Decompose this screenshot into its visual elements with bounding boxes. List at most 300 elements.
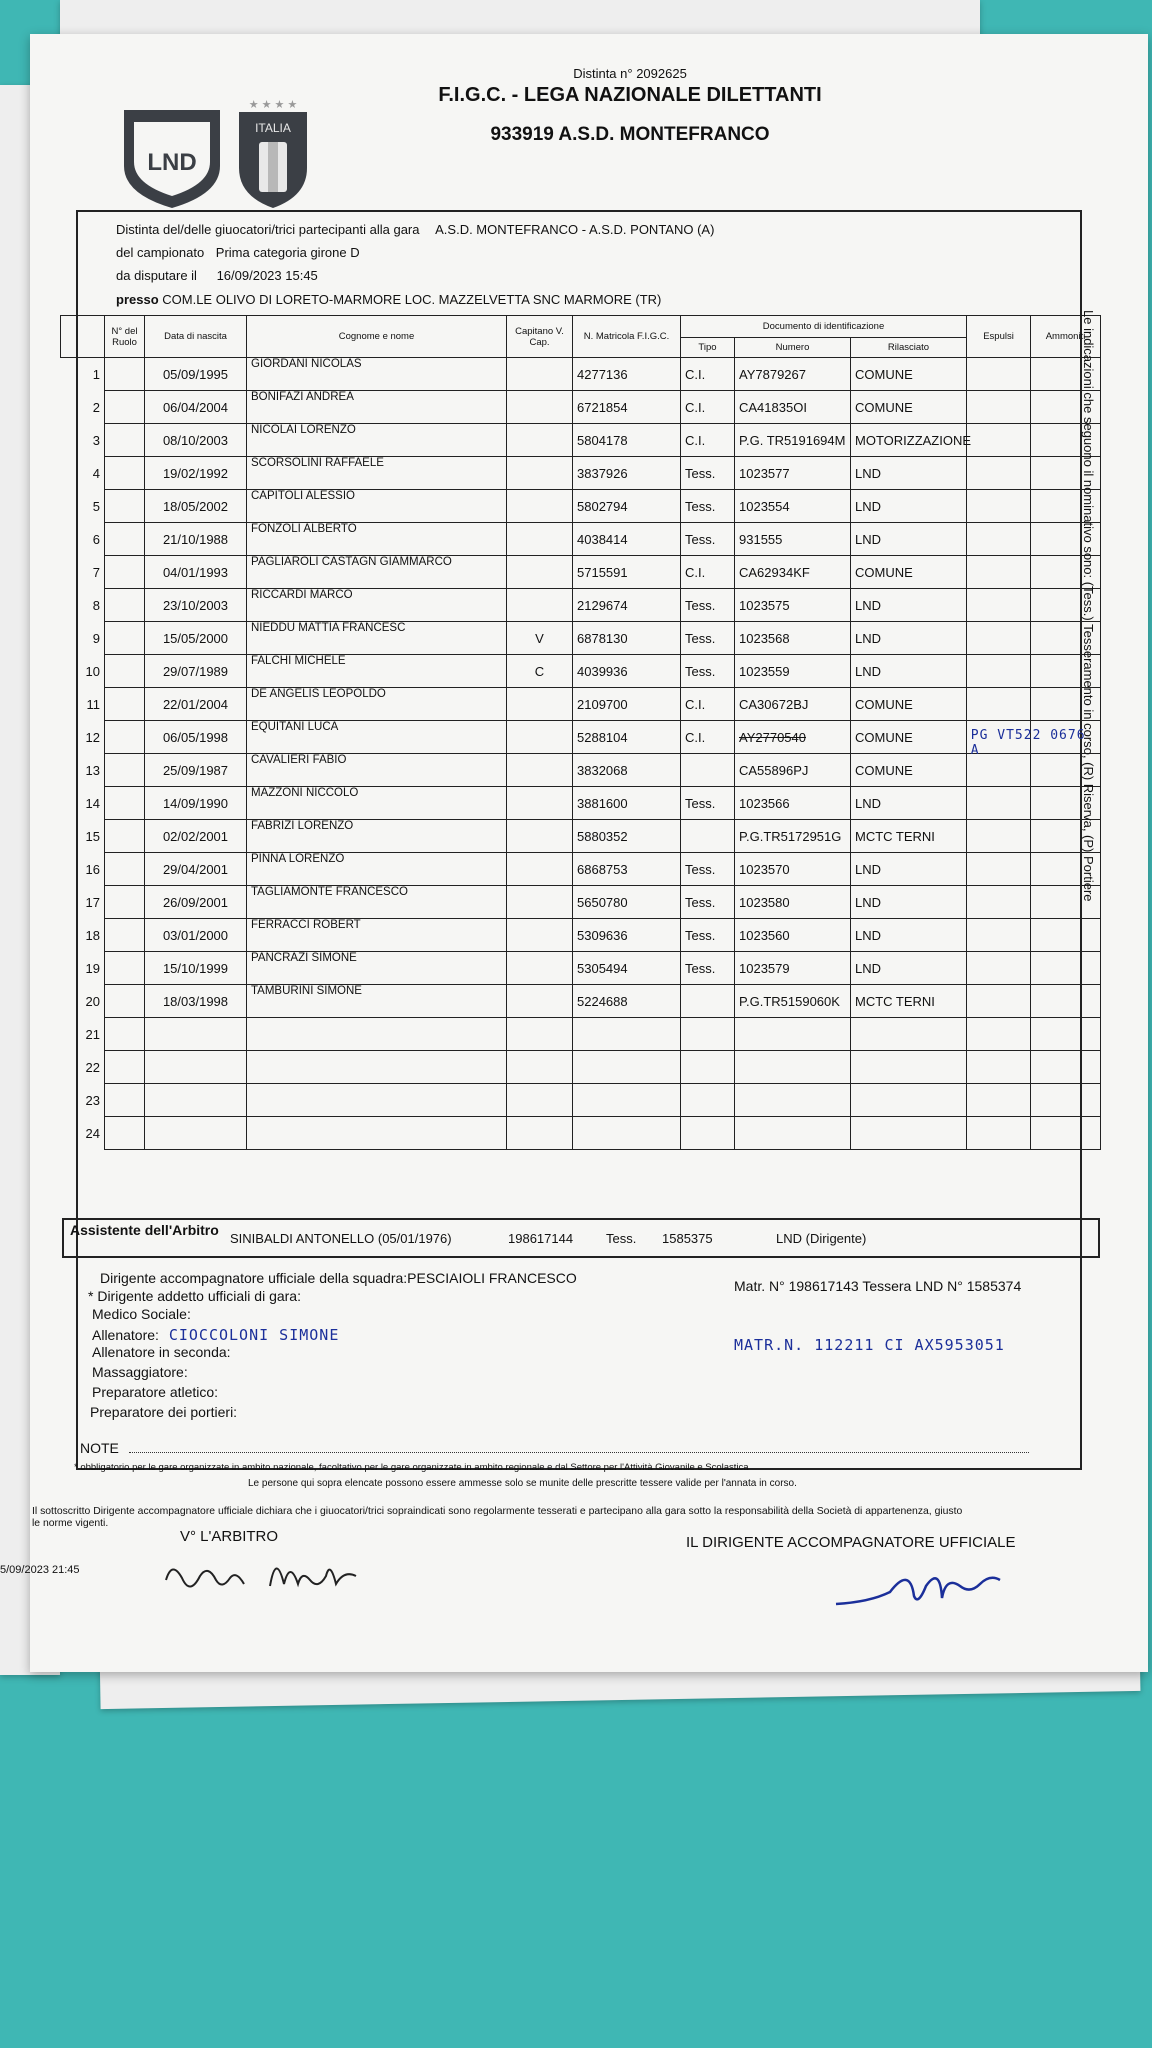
dirigente-signature [830, 1556, 1040, 1621]
matricola-cell: 5309636 [573, 919, 681, 952]
ruolo-cell [105, 1117, 145, 1150]
expelled-cell [967, 358, 1031, 391]
declaration-1: Il sottoscritto Dirigente accompagnatore ufficiale dichiara che i giuocatori/trici sopraindicati sono regolarmente tesserati e partecipano alla gara sotto la responsabilità della Società di appartenenza, giusto [32, 1506, 963, 1517]
dob-cell: 18/03/1998 [145, 985, 247, 1018]
table-row [61, 490, 1101, 523]
doc-number-cell: P.G. TR5191694M [735, 424, 851, 457]
captain-cell [507, 787, 573, 820]
matricola-cell: 5802794 [573, 490, 681, 523]
expelled-cell [967, 1018, 1031, 1051]
row-number: 9 [92, 630, 100, 646]
captain-cell: C [507, 655, 573, 688]
italia-logo [233, 96, 313, 212]
name-cell: RICCARDI MARCO [247, 589, 507, 622]
printed-timestamp: 5/09/2023 21:45 [0, 1564, 80, 1576]
captain-cell [507, 853, 573, 886]
doc-type-cell: Tess. [681, 919, 735, 952]
row-number: 13 [85, 762, 100, 778]
issued-by-cell [851, 1084, 967, 1117]
champ-label: del campionato [116, 245, 205, 260]
svg-text:LND: LND [147, 149, 197, 176]
club-title: 933919 A.S.D. MONTEFRANCO [490, 124, 770, 145]
match-teams: A.S.D. MONTEFRANCO - A.S.D. PONTANO (A) [435, 222, 715, 237]
issued-by-cell: MCTC TERNI [851, 985, 967, 1018]
col-numero: Numero [735, 338, 851, 358]
name-cell: TAMBURINI SIMONE [247, 985, 507, 1018]
matricola-cell [573, 1117, 681, 1150]
doc-type-cell: Tess. [681, 952, 735, 985]
issued-by-cell: LND [851, 853, 967, 886]
players-body [61, 358, 1101, 1150]
ruolo-cell [105, 622, 145, 655]
dirigente-matricola: Matr. N° 198617143 Tessera LND N° 1585374 [734, 1278, 1022, 1294]
issued-by-cell: LND [851, 886, 967, 919]
name-cell: NIEDDU MATTIA FRANCESC [247, 622, 507, 655]
doc-type-cell: Tess. [681, 457, 735, 490]
table-row [61, 556, 1101, 589]
captain-cell [507, 1117, 573, 1150]
row-number: 19 [85, 960, 100, 976]
warned-cell [1031, 919, 1101, 952]
table-row [61, 721, 1101, 754]
table-row [61, 952, 1101, 985]
captain-cell [507, 919, 573, 952]
doc-number-cell: 1023580 [735, 886, 851, 919]
name-cell: TAGLIAMONTE FRANCESCO [247, 886, 507, 919]
matricola-cell: 6721854 [573, 391, 681, 424]
dirigente-line: Dirigente accompagnatore ufficiale della squadra:PESCIAIOLI FRANCESCO [100, 1270, 577, 1286]
assistant-row [62, 1218, 1100, 1258]
doc-type-cell [681, 754, 735, 787]
captain-cell [507, 358, 573, 391]
doc-type-cell: C.I. [681, 391, 735, 424]
expelled-cell [967, 1084, 1031, 1117]
matricola-cell: 5288104 [573, 721, 681, 754]
table-row [61, 853, 1101, 886]
name-cell: CAPITOLI ALESSIO [247, 490, 507, 523]
matricola-cell: 6868753 [573, 853, 681, 886]
captain-cell [507, 424, 573, 457]
doc-type-cell: C.I. [681, 721, 735, 754]
issued-by-cell: LND [851, 523, 967, 556]
table-row [61, 457, 1101, 490]
table-row [61, 622, 1101, 655]
doc-number-cell: CA62934KF [735, 556, 851, 589]
match-line [116, 222, 714, 237]
venue-line [116, 292, 661, 307]
dob-cell: 26/09/2001 [145, 886, 247, 919]
allenatore-handwritten-id: MATR.N. 112211 CI AX5953051 [734, 1336, 1005, 1354]
issued-by-cell: COMUNE [851, 556, 967, 589]
issued-by-cell: COMUNE [851, 391, 967, 424]
captain-cell [507, 523, 573, 556]
expelled-cell [967, 787, 1031, 820]
row-number: 7 [92, 564, 100, 580]
doc-number-cell: P.G.TR5159060K [735, 985, 851, 1018]
medico-line: Medico Sociale: [92, 1306, 191, 1322]
doc-type-cell: Tess. [681, 589, 735, 622]
matricola-cell: 5804178 [573, 424, 681, 457]
doc-number-cell: 1023560 [735, 919, 851, 952]
issued-by-cell: MCTC TERNI [851, 820, 967, 853]
captain-cell [507, 490, 573, 523]
assistant-matricola: 198617144 [508, 1231, 574, 1246]
issued-by-text: COMUNE [855, 729, 913, 745]
date-label: da disputare il [116, 268, 197, 283]
ruolo-cell [105, 787, 145, 820]
issued-by-cell [851, 1018, 967, 1051]
assistant-name: SINIBALDI ANTONELLO (05/01/1976) [230, 1231, 452, 1246]
matricola-cell: 3832068 [573, 754, 681, 787]
matricola-cell: 6878130 [573, 622, 681, 655]
name-cell: BONIFAZI ANDREA [247, 391, 507, 424]
dob-cell [145, 1117, 247, 1150]
row-number: 1 [92, 366, 100, 382]
ruolo-cell [105, 556, 145, 589]
issued-by-cell: LND [851, 919, 967, 952]
dob-cell: 05/09/1995 [145, 358, 247, 391]
table-row [61, 820, 1101, 853]
doc-type-cell [681, 1117, 735, 1150]
assistant-numero: 1585375 [662, 1231, 713, 1246]
footnote-2: Le persone qui sopra elencate possono essere ammesse solo se munite delle prescritte tessere valide per l'annata in corso. [248, 1478, 797, 1489]
matricola-cell: 4038414 [573, 523, 681, 556]
row-number: 15 [85, 828, 100, 844]
dob-cell [145, 1084, 247, 1117]
matricola-cell: 5880352 [573, 820, 681, 853]
issued-by-cell: COMUNE [851, 754, 967, 787]
ruolo-cell [105, 820, 145, 853]
captain-cell [507, 688, 573, 721]
ruolo-cell [105, 490, 145, 523]
expelled-cell [967, 853, 1031, 886]
issued-by-cell: LND [851, 457, 967, 490]
row-number: 22 [85, 1059, 100, 1075]
name-cell [247, 1084, 507, 1117]
row-number: 18 [85, 927, 100, 943]
table-row [61, 1084, 1101, 1117]
name-cell: PINNA LORENZO [247, 853, 507, 886]
doc-number-cell: AY7879267 [735, 358, 851, 391]
col-ammoniti: Ammoniti [1031, 316, 1101, 358]
doc-type-cell: Tess. [681, 622, 735, 655]
championship-line [116, 245, 360, 260]
lnd-logo [120, 106, 224, 210]
doc-number-cell: CA41835OI [735, 391, 851, 424]
name-cell: FONZOLI ALBERTO [247, 523, 507, 556]
declaration-2: le norme vigenti. [32, 1518, 109, 1529]
expelled-cell [967, 391, 1031, 424]
row-number: 3 [92, 432, 100, 448]
players-table [60, 315, 1101, 1150]
dob-cell [145, 1051, 247, 1084]
distinta-number: Distinta n° 2092625 [573, 66, 687, 81]
row-number: 20 [85, 993, 100, 1009]
ruolo-cell [105, 721, 145, 754]
expelled-cell [967, 688, 1031, 721]
table-row [61, 754, 1101, 787]
table-row [61, 1051, 1101, 1084]
col-nascita: Data di nascita [145, 316, 247, 358]
captain-cell [507, 754, 573, 787]
doc-type-cell [681, 820, 735, 853]
expelled-cell [967, 589, 1031, 622]
dob-cell: 15/10/1999 [145, 952, 247, 985]
ruolo-cell [105, 919, 145, 952]
issued-by-cell: MOTORIZZAZIONE [851, 424, 967, 457]
doc-type-cell: C.I. [681, 688, 735, 721]
name-cell: SCORSOLINI RAFFAELE [247, 457, 507, 490]
captain-cell [507, 985, 573, 1018]
row-number: 2 [92, 399, 100, 415]
issued-by-cell: LND [851, 952, 967, 985]
name-cell: PAGLIAROLI CASTAGN GIAMMARCO [247, 556, 507, 589]
matricola-cell: 5715591 [573, 556, 681, 589]
expelled-cell [967, 490, 1031, 523]
row-number: 12 [85, 729, 100, 745]
matricola-cell: 4277136 [573, 358, 681, 391]
row-number: 8 [92, 597, 100, 613]
warned-cell [1031, 1018, 1101, 1051]
matricola-cell: 2109700 [573, 688, 681, 721]
row-number: 4 [92, 465, 100, 481]
assistant-rilasciato: LND (Dirigente) [776, 1231, 867, 1246]
table-row [61, 1018, 1101, 1051]
ruolo-cell [105, 424, 145, 457]
expelled-cell [967, 655, 1031, 688]
issued-by-cell: LND [851, 622, 967, 655]
ruolo-cell [105, 655, 145, 688]
issued-by-cell [851, 721, 1086, 758]
expelled-cell [967, 919, 1031, 952]
ruolo-cell [105, 1018, 145, 1051]
col-capitano: Capitano V. Cap. [507, 316, 573, 358]
captain-cell [507, 589, 573, 622]
expelled-cell [967, 754, 1031, 787]
name-cell [247, 1117, 507, 1150]
dob-cell: 25/09/1987 [145, 754, 247, 787]
captain-cell [507, 820, 573, 853]
ruolo-cell [105, 853, 145, 886]
doc-type-cell [681, 985, 735, 1018]
ruolo-cell [105, 391, 145, 424]
doc-number-cell [735, 1051, 851, 1084]
table-row [61, 1117, 1101, 1150]
matricola-cell: 5224688 [573, 985, 681, 1018]
doc-number-cell: 1023559 [735, 655, 851, 688]
dob-cell: 23/10/2003 [145, 589, 247, 622]
issued-by-cell [851, 1117, 967, 1150]
ruolo-cell [105, 523, 145, 556]
row-number: 6 [92, 531, 100, 547]
dob-cell: 15/05/2000 [145, 622, 247, 655]
name-cell: GIORDANI NICOLAS [247, 358, 507, 391]
ruolo-cell [105, 952, 145, 985]
captain-cell: V [507, 622, 573, 655]
table-row [61, 688, 1101, 721]
matricola-cell: 3837926 [573, 457, 681, 490]
captain-cell [507, 721, 573, 754]
doc-number-cell [735, 1117, 851, 1150]
doc-type-cell: Tess. [681, 787, 735, 820]
captain-cell [507, 886, 573, 919]
doc-type-cell: Tess. [681, 853, 735, 886]
venue: COM.LE OLIVO DI LORETO-MARMORE LOC. MAZZELVETTA SNC MARMORE (TR) [162, 292, 662, 307]
ruolo-cell [105, 754, 145, 787]
dob-cell: 03/01/2000 [145, 919, 247, 952]
row-number: 24 [85, 1125, 100, 1141]
ruolo-cell [105, 1084, 145, 1117]
name-cell: FERRACCI ROBERT [247, 919, 507, 952]
matricola-cell [573, 1051, 681, 1084]
ruolo-cell [105, 358, 145, 391]
name-cell: MAZZONI NICCOLO [247, 787, 507, 820]
doc-type-cell: C.I. [681, 358, 735, 391]
doc-number-cell: 1023575 [735, 589, 851, 622]
name-cell: EQUITANI LUCA [247, 721, 507, 754]
doc-type-cell: C.I. [681, 424, 735, 457]
dob-cell: 18/05/2002 [145, 490, 247, 523]
intro-label: Distinta del/delle giuocatori/trici partecipanti alla gara [116, 222, 420, 237]
dob-cell: 29/07/1989 [145, 655, 247, 688]
row-number: 10 [85, 663, 100, 679]
legend-vertical: Le indicazioni che seguono il nominativo sono: (Tess.) Tesseramento in corso, (R) Riserva, (P) Portiere [1081, 310, 1096, 902]
issued-by-cell: LND [851, 787, 967, 820]
allenatore-line [92, 1326, 339, 1344]
doc-number-cell: 1023570 [735, 853, 851, 886]
matricola-cell: 2129674 [573, 589, 681, 622]
captain-cell [507, 1051, 573, 1084]
warned-cell [1031, 952, 1101, 985]
warned-cell [1031, 1117, 1101, 1150]
note-label: NOTE [80, 1440, 1029, 1456]
portieri-line: Preparatore dei portieri: [90, 1404, 238, 1420]
captain-cell [507, 391, 573, 424]
footnote-1: * obbligatorio per le gare organizzate in ambito nazionale, facoltativo per le gare organizzate in ambito regionale e dal Settore per l'Attività Giovanile e Scolastica [74, 1462, 749, 1473]
matricola-cell [573, 1084, 681, 1117]
doc-number-cell: 1023554 [735, 490, 851, 523]
federation-title: F.I.G.C. - LEGA NAZIONALE DILETTANTI [438, 84, 822, 106]
warned-cell [1031, 985, 1101, 1018]
dob-cell: 14/09/1990 [145, 787, 247, 820]
massaggiatore-line: Massaggiatore: [92, 1364, 188, 1380]
addetto-line: * Dirigente addetto ufficiali di gara: [88, 1288, 301, 1304]
table-row [61, 589, 1101, 622]
ruolo-cell [105, 589, 145, 622]
expelled-cell [967, 985, 1031, 1018]
arbitro-signature-label: V° L'ARBITRO [180, 1528, 279, 1545]
captain-cell [507, 556, 573, 589]
championship: Prima categoria girone D [215, 245, 360, 260]
col-nome: Cognome e nome [247, 316, 507, 358]
table-row [61, 655, 1101, 688]
doc-type-cell [681, 1018, 735, 1051]
name-cell [247, 1018, 507, 1051]
doc-number-cell [735, 1018, 851, 1051]
table-row [61, 391, 1101, 424]
dob-cell: 08/10/2003 [145, 424, 247, 457]
row-number: 23 [85, 1092, 100, 1108]
doc-type-cell: C.I. [681, 556, 735, 589]
doc-type-cell: Tess. [681, 523, 735, 556]
dirigente-signature-label: IL DIRIGENTE ACCOMPAGNATORE UFFICIALE [686, 1534, 1016, 1551]
ruolo-cell [105, 886, 145, 919]
table-row [61, 787, 1101, 820]
ruolo-cell [105, 688, 145, 721]
col-ruolo: N° del Ruolo [105, 316, 145, 358]
matricola-cell: 5650780 [573, 886, 681, 919]
allenatore2-line: Allenatore in seconda: [92, 1344, 231, 1360]
issued-by-cell: LND [851, 655, 967, 688]
dob-cell: 06/04/2004 [145, 391, 247, 424]
ruolo-cell [105, 985, 145, 1018]
matricola-cell [573, 1018, 681, 1051]
dob-cell: 02/02/2001 [145, 820, 247, 853]
row-number: 5 [92, 498, 100, 514]
svg-text:ITALIA: ITALIA [255, 121, 291, 135]
expelled-cell [967, 424, 1031, 457]
doc-number-cell: 1023568 [735, 622, 851, 655]
expelled-cell [967, 952, 1031, 985]
name-cell: FABRIZI LORENZO [247, 820, 507, 853]
name-cell: CAVALIERI FABIO [247, 754, 507, 787]
doc-number-cell: AY2770540 [735, 721, 851, 754]
captain-cell [507, 952, 573, 985]
doc-number-cell: P.G.TR5172951G [735, 820, 851, 853]
matricola-cell: 4039936 [573, 655, 681, 688]
match-date: 16/09/2023 15:45 [216, 268, 318, 283]
doc-type-cell: Tess. [681, 655, 735, 688]
warned-cell [1031, 1051, 1101, 1084]
dob-cell: 29/04/2001 [145, 853, 247, 886]
row-number-header [61, 316, 105, 358]
assistant-label: Assistente dell'Arbitro [70, 1222, 219, 1238]
dob-cell: 19/02/1992 [145, 457, 247, 490]
expelled-cell [967, 457, 1031, 490]
doc-number-cell: 1023566 [735, 787, 851, 820]
col-documento: Documento di identificazione [681, 316, 967, 338]
col-rilasciato: Rilasciato [851, 338, 967, 358]
ruolo-cell [105, 457, 145, 490]
col-matricola: N. Matricola F.I.G.C. [573, 316, 681, 358]
name-cell: PANCRAZI SIMONE [247, 952, 507, 985]
dob-cell [145, 1018, 247, 1051]
doc-number-cell: CA30672BJ [735, 688, 851, 721]
doc-type-cell [681, 1051, 735, 1084]
arbitro-signature [160, 1540, 380, 1615]
col-espulsi: Espulsi [967, 316, 1031, 358]
handwritten-doc-correction: PG VT522 0676 A [970, 727, 1086, 758]
atletico-line: Preparatore atletico: [92, 1384, 219, 1400]
matricola-cell: 5305494 [573, 952, 681, 985]
table-row [61, 886, 1101, 919]
expelled-cell [967, 523, 1031, 556]
expelled-cell [967, 820, 1031, 853]
allenatore-label: Allenatore: [92, 1327, 159, 1343]
dob-cell: 06/05/1998 [145, 721, 247, 754]
expelled-cell [967, 886, 1031, 919]
doc-number-cell: CA55896PJ [735, 754, 851, 787]
expelled-cell [967, 622, 1031, 655]
matricola-cell: 3881600 [573, 787, 681, 820]
col-tipo: Tipo [681, 338, 735, 358]
issued-by-cell: COMUNE [851, 688, 967, 721]
expelled-cell [967, 1117, 1031, 1150]
issued-by-cell: LND [851, 589, 967, 622]
doc-number-cell [735, 1084, 851, 1117]
row-number: 21 [85, 1026, 100, 1042]
doc-type-cell [681, 1084, 735, 1117]
